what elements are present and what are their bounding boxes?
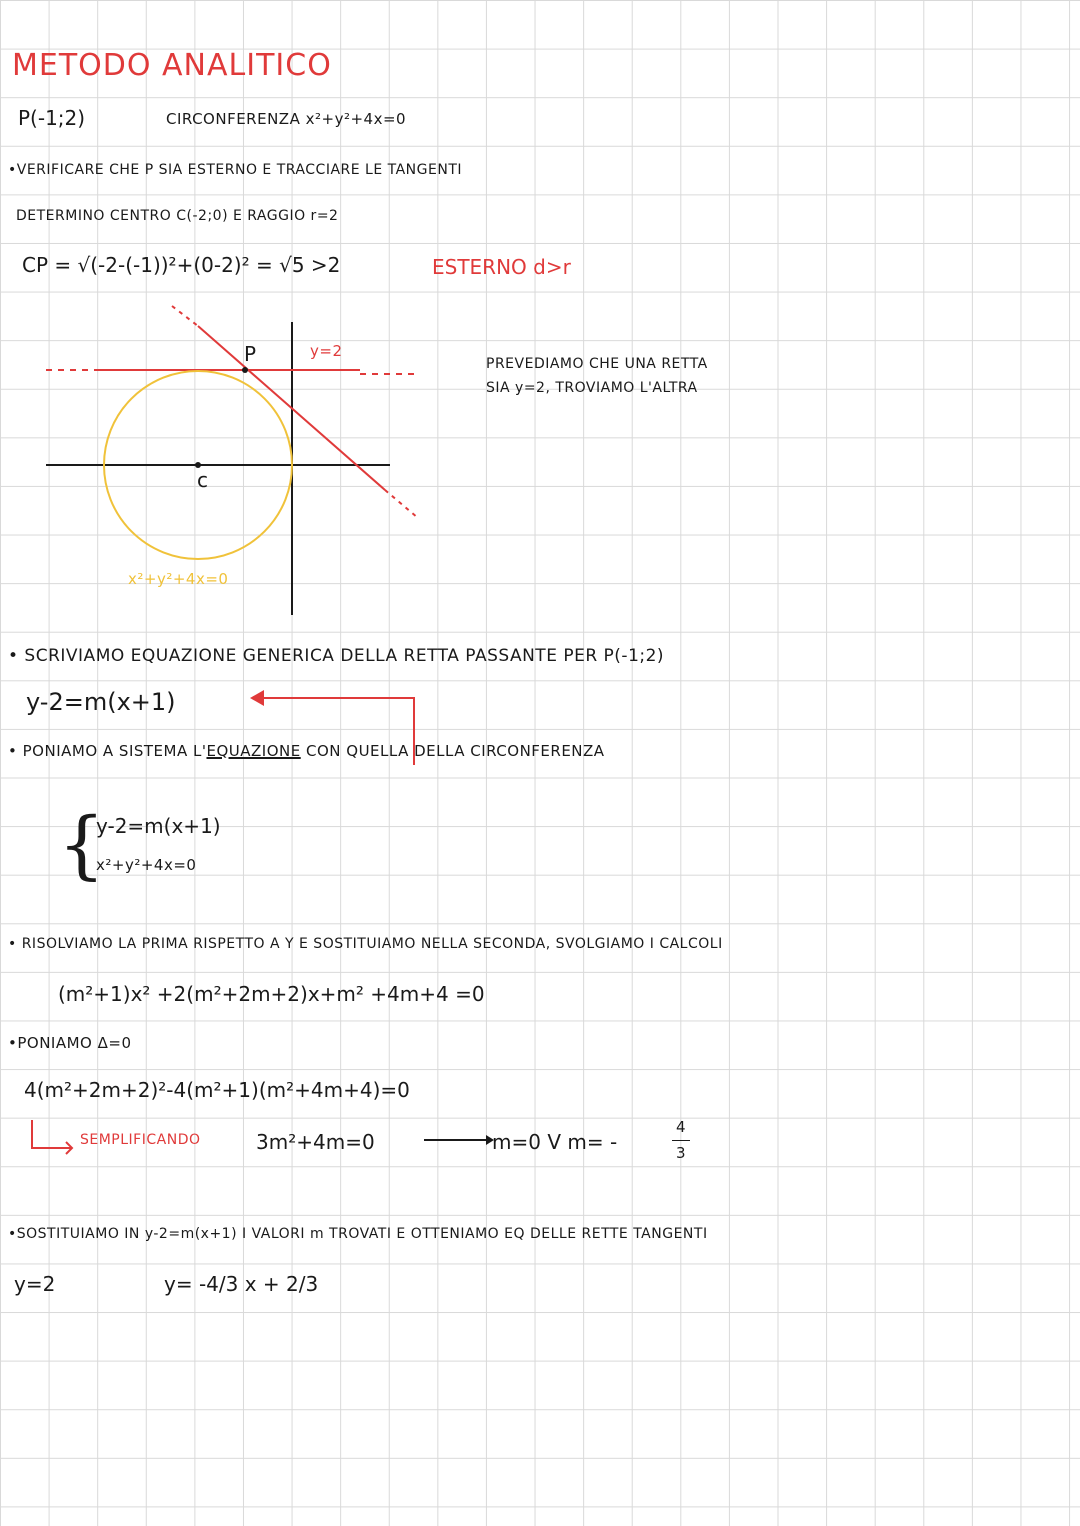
circumference-label: CIRCONFERENZA x²+y²+4x=0 [166,110,407,128]
step-2-part-b: EQUAZIONE [206,742,301,760]
distance-formula: CP = √(-2-(-1))²+(0-2)² = √5 >2 [22,253,341,277]
step-5: •SOSTITUIAMO IN y-2=m(x+1) I VALORI m TROVATI E OTTENIAMO EQ DELLE RETTE TANGENTI [8,1226,708,1242]
simplified-equation: 3m²+4m=0 [256,1130,375,1154]
figure-circle-equation: x²+y²+4x=0 [128,570,229,588]
system-equation-2: x²+y²+4x=0 [96,856,197,874]
page-title: METODO ANALITICO [12,48,332,83]
step-2 [8,742,605,760]
prediction-line-2: SIA y=2, TROVIAMO L'ALTRA [486,380,698,396]
tangent-oblique-dash-bottom [385,490,418,518]
step-2-part-a: • PONIAMO A SISTEMA L' [8,742,207,760]
prediction-line-1: PREVEDIAMO CHE UNA RETTA [486,356,708,372]
return-arrow-icon [28,1118,78,1158]
simplify-label: SEMPLIFICANDO [80,1132,201,1148]
figure-label-p: P [244,342,257,366]
step-3: • RISOLVIAMO LA PRIMA RISPETTO A Y E SOSTITUIAMO NELLA SECONDA, SVOLGIAMO I CALCOLI [8,936,723,952]
system-equation-1: y-2=m(x+1) [96,814,221,838]
point-label: P(-1;2) [18,106,86,130]
external-label: ESTERNO d>r [432,255,571,279]
solutions: m=0 V m= - [492,1130,618,1154]
fraction-numerator: 4 [676,1118,687,1136]
task-text: •VERIFICARE CHE P SIA ESTERNO E TRACCIARE LE TANGENTI [8,162,463,178]
quadratic-equation: (m²+1)x² +2(m²+2m+2)x+m² +4m+4 =0 [58,982,485,1006]
figure-label-y2: y=2 [310,342,343,360]
tangent-equation-1: y=2 [14,1272,56,1296]
system-brace: { [58,802,106,888]
tangent-equation-2: y= -4/3 x + 2/3 [164,1272,319,1296]
step-2-part-c: CON QUELLA DELLA CIRCONFERENZA [300,742,605,760]
step-1: • SCRIVIAMO EQUAZIONE GENERICA DELLA RETTA PASSANTE PER P(-1;2) [8,646,665,666]
tangent-oblique-dash-top [172,306,198,326]
geometry-figure [0,300,520,630]
fraction-denominator: 3 [676,1144,687,1162]
arrow-icon [250,690,264,706]
implies-arrow-icon [424,1132,494,1148]
point-p [242,367,248,373]
figure-label-c: c [197,468,208,492]
center-radius-text: DETERMINO CENTRO C(-2;0) E RAGGIO r=2 [16,208,339,224]
line-equation: y-2=m(x+1) [26,688,176,716]
fraction-bar [672,1140,690,1141]
delta-equation: 4(m²+2m+2)²-4(m²+1)(m²+4m+4)=0 [24,1078,410,1102]
step-4: •PONIAMO Δ=0 [8,1034,132,1052]
